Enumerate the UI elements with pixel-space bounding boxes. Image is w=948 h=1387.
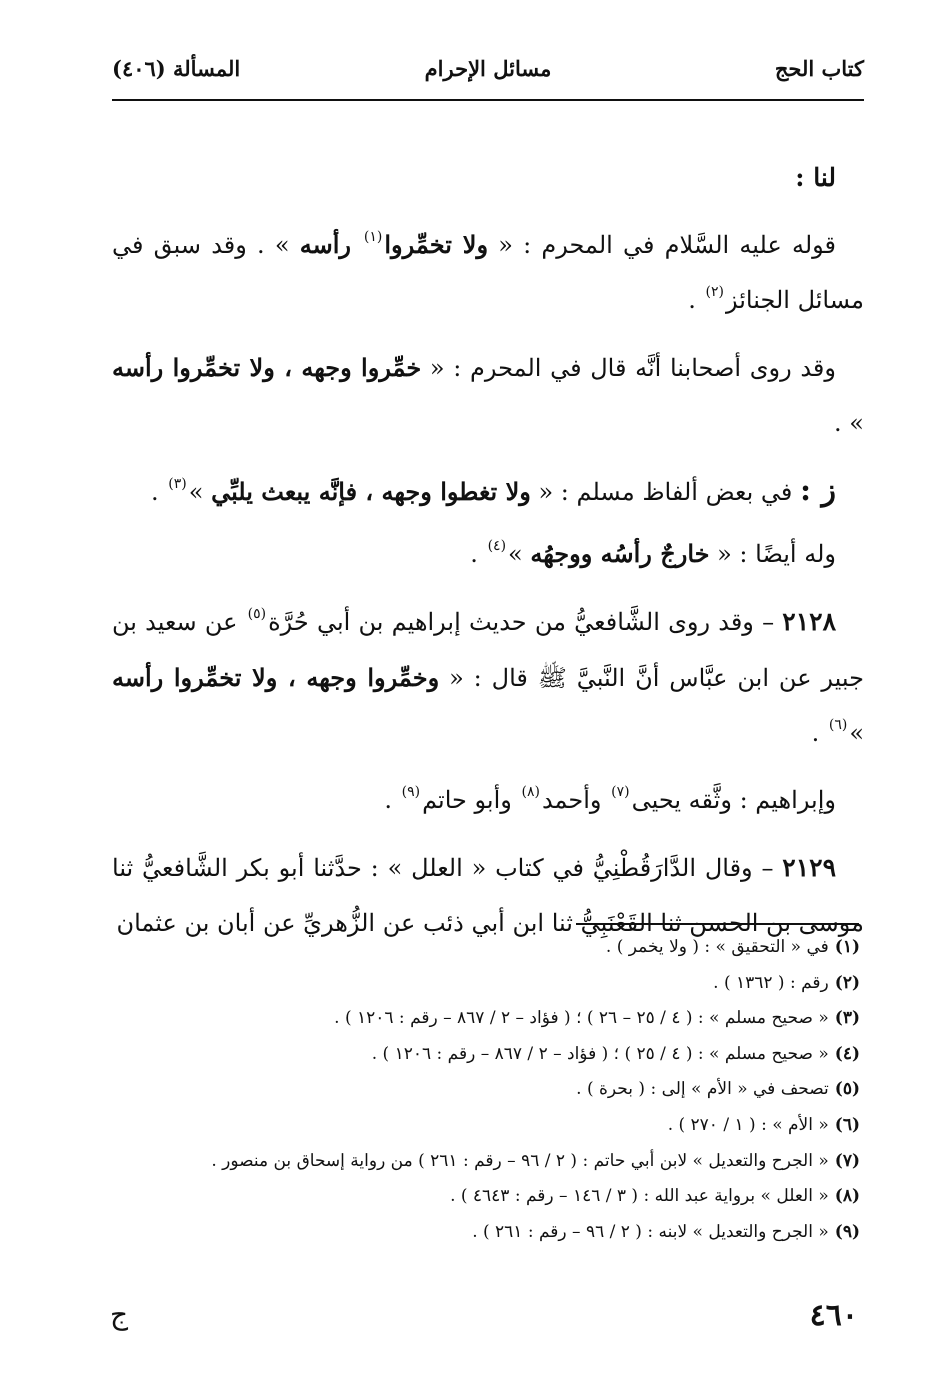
footnotes — [112, 930, 860, 1250]
hadith-number: ٢١٢٩ — [782, 853, 836, 882]
paragraph-4 — [112, 526, 864, 582]
hadith-quote: خارجٌ رأسُه ووجهُه — [530, 539, 710, 568]
body-text — [112, 150, 864, 963]
footnote-text: في « التحقيق » : ( ولا يخمر ) . — [605, 937, 829, 957]
footnote-item — [112, 1037, 860, 1073]
text-run: . — [470, 540, 486, 568]
hadith-quote: وخمِّروا وجهه ، ولا تخمِّروا رأسه — [112, 663, 440, 692]
hadith-quote: خمِّروا وجهه ، ولا تخمِّروا رأسه — [112, 353, 422, 382]
footnote-rule — [576, 923, 859, 925]
footnote-ref: (٥) — [247, 606, 267, 622]
text-run: . — [811, 719, 827, 747]
text-run: – وقد روى الشَّافعيُّ من حديث إبراهيم بن أبي حُرَّة — [268, 608, 783, 636]
footnote-item — [112, 930, 860, 966]
footnote-item — [112, 966, 860, 1002]
text-run: عن سعيد بن جبير عن ابن عبَّاس أنَّ النَّبيَّ ﷺ قال : « — [112, 608, 864, 692]
section-heading: لنا : — [795, 163, 836, 192]
footnote-item — [112, 1001, 860, 1037]
footnote-item — [112, 1144, 860, 1180]
footnote-text: تصحف في « الأم » إلى : ( بحرة ) . — [576, 1079, 829, 1100]
footnote-text: « الجرح والتعديل » لابنه : ( ٢ / ٩٦ – رقم : ٢٦١ ) . — [472, 1221, 829, 1242]
text-run: – وقال الدَّارَقُطْنِيُّ في كتاب « العلل » : حدَّثنا أبو بكر الشَّافعيُّ ثنا موسى بن الحسن ثنا القَعْنَبِيُّ ثنا ابن أبي ذئب عن الزُّهريِّ عن أبان بن عثمان — [112, 854, 864, 937]
text-run: قوله عليه السَّلام في المحرم : « — [488, 231, 836, 259]
text-run: . — [688, 286, 704, 314]
paragraph-1 — [112, 217, 864, 328]
footnote-item — [112, 1179, 860, 1215]
footnote-ref: (٧) — [611, 784, 630, 800]
text-run: وأبو حاتم — [422, 786, 520, 814]
text-run: وقد روى أصحابنا أنَّه قال في المحرم : « — [421, 354, 836, 382]
hadith-number: ٢١٢٨ — [782, 607, 836, 636]
footnote-ref: (٤) — [487, 538, 507, 554]
text-run: وإبراهيم : وثَّقه يحيى — [631, 786, 836, 814]
hadith-quote: رأسه — [299, 230, 362, 259]
paragraph-5 — [112, 594, 864, 761]
page-number: ٤٦٠ — [809, 1298, 858, 1333]
footnote-number: (٩) — [834, 1221, 860, 1242]
footnote-number: (٨) — [834, 1186, 860, 1207]
footnote-text: « الأم » : ( ١ / ٢٧٠ ) . — [667, 1114, 829, 1135]
running-header — [112, 56, 864, 90]
footnote-text: « الجرح والتعديل » لابن أبي حاتم : ( ٢ / ٩٦ – رقم : ٢٦١ ) من رواية إسحاق بن منصور . — [211, 1150, 829, 1171]
footnote-number: (٢) — [834, 972, 860, 993]
footnote-number: (٧) — [834, 1150, 860, 1171]
footnote-number: (٣) — [834, 1008, 860, 1029]
hadith-quote: ولا تخمِّروا — [384, 230, 489, 259]
paragraph-2 — [112, 340, 864, 451]
footnote-text: رقم : ( ١٣٦٢ ) . — [713, 972, 829, 993]
text-run: » — [508, 540, 531, 568]
footnote-number: (١) — [834, 937, 860, 957]
zay-marker: ز : — [799, 473, 836, 508]
text-run: . — [151, 478, 167, 506]
footnote-ref: (٦) — [828, 717, 848, 733]
footnote-ref: (٩) — [401, 784, 421, 800]
footnote-number: (٦) — [834, 1114, 860, 1135]
text-run: » — [188, 478, 212, 506]
paragraph-3 — [112, 463, 864, 520]
chapter-title: مسائل الإحرام — [424, 56, 552, 81]
footnote-item — [112, 1215, 860, 1251]
text-run: وأحمد — [541, 786, 610, 814]
footnote-ref: (٨) — [521, 784, 540, 800]
footnote-ref: (٣) — [168, 476, 187, 492]
text-run: وله أيضًا : « — [709, 540, 836, 568]
book-title: كتاب الحج — [774, 56, 864, 81]
footnote-text: « العلل » برواية عبد الله : ( ٣ / ١٤٦ – رقم : ٤٦٤٣ ) . — [450, 1186, 829, 1207]
hadith-quote: ولا تغطوا وجهه ، فإنَّه يبعث يلبِّي — [211, 477, 531, 506]
paragraph-6 — [112, 773, 864, 828]
volume-mark: ج — [110, 1298, 129, 1331]
footnote-ref: (٢) — [705, 284, 724, 300]
text-run: » — [849, 719, 864, 747]
footnote-number: (٤) — [834, 1043, 860, 1064]
footnote-number: (٥) — [834, 1079, 860, 1100]
footnote-item — [112, 1072, 860, 1108]
footnote-text: « صحيح مسلم » : ( ٤ / ٢٥ – ٢٦ ) ؛ ( فؤاد – ٢ / ٨٦٧ – رقم : ١٢٠٦ ) . — [334, 1008, 829, 1029]
issue-number: المسألة (٤٠٦) — [112, 56, 241, 81]
footnote-ref: (١) — [363, 229, 383, 245]
text-run: . — [384, 786, 400, 814]
footnote-text: « صحيح مسلم » : ( ٤ / ٢٥ ) ؛ ( فؤاد – ٢ / ٨٦٧ – رقم : ١٢٠٦ ) . — [371, 1043, 829, 1064]
header-rule — [112, 99, 864, 101]
text-run: » . — [834, 409, 864, 437]
text-run: » . وقد سبق في مسائل الجنائز — [112, 231, 864, 314]
text-run: في بعض ألفاظ مسلم : « — [530, 478, 800, 506]
footnote-item — [112, 1108, 860, 1144]
